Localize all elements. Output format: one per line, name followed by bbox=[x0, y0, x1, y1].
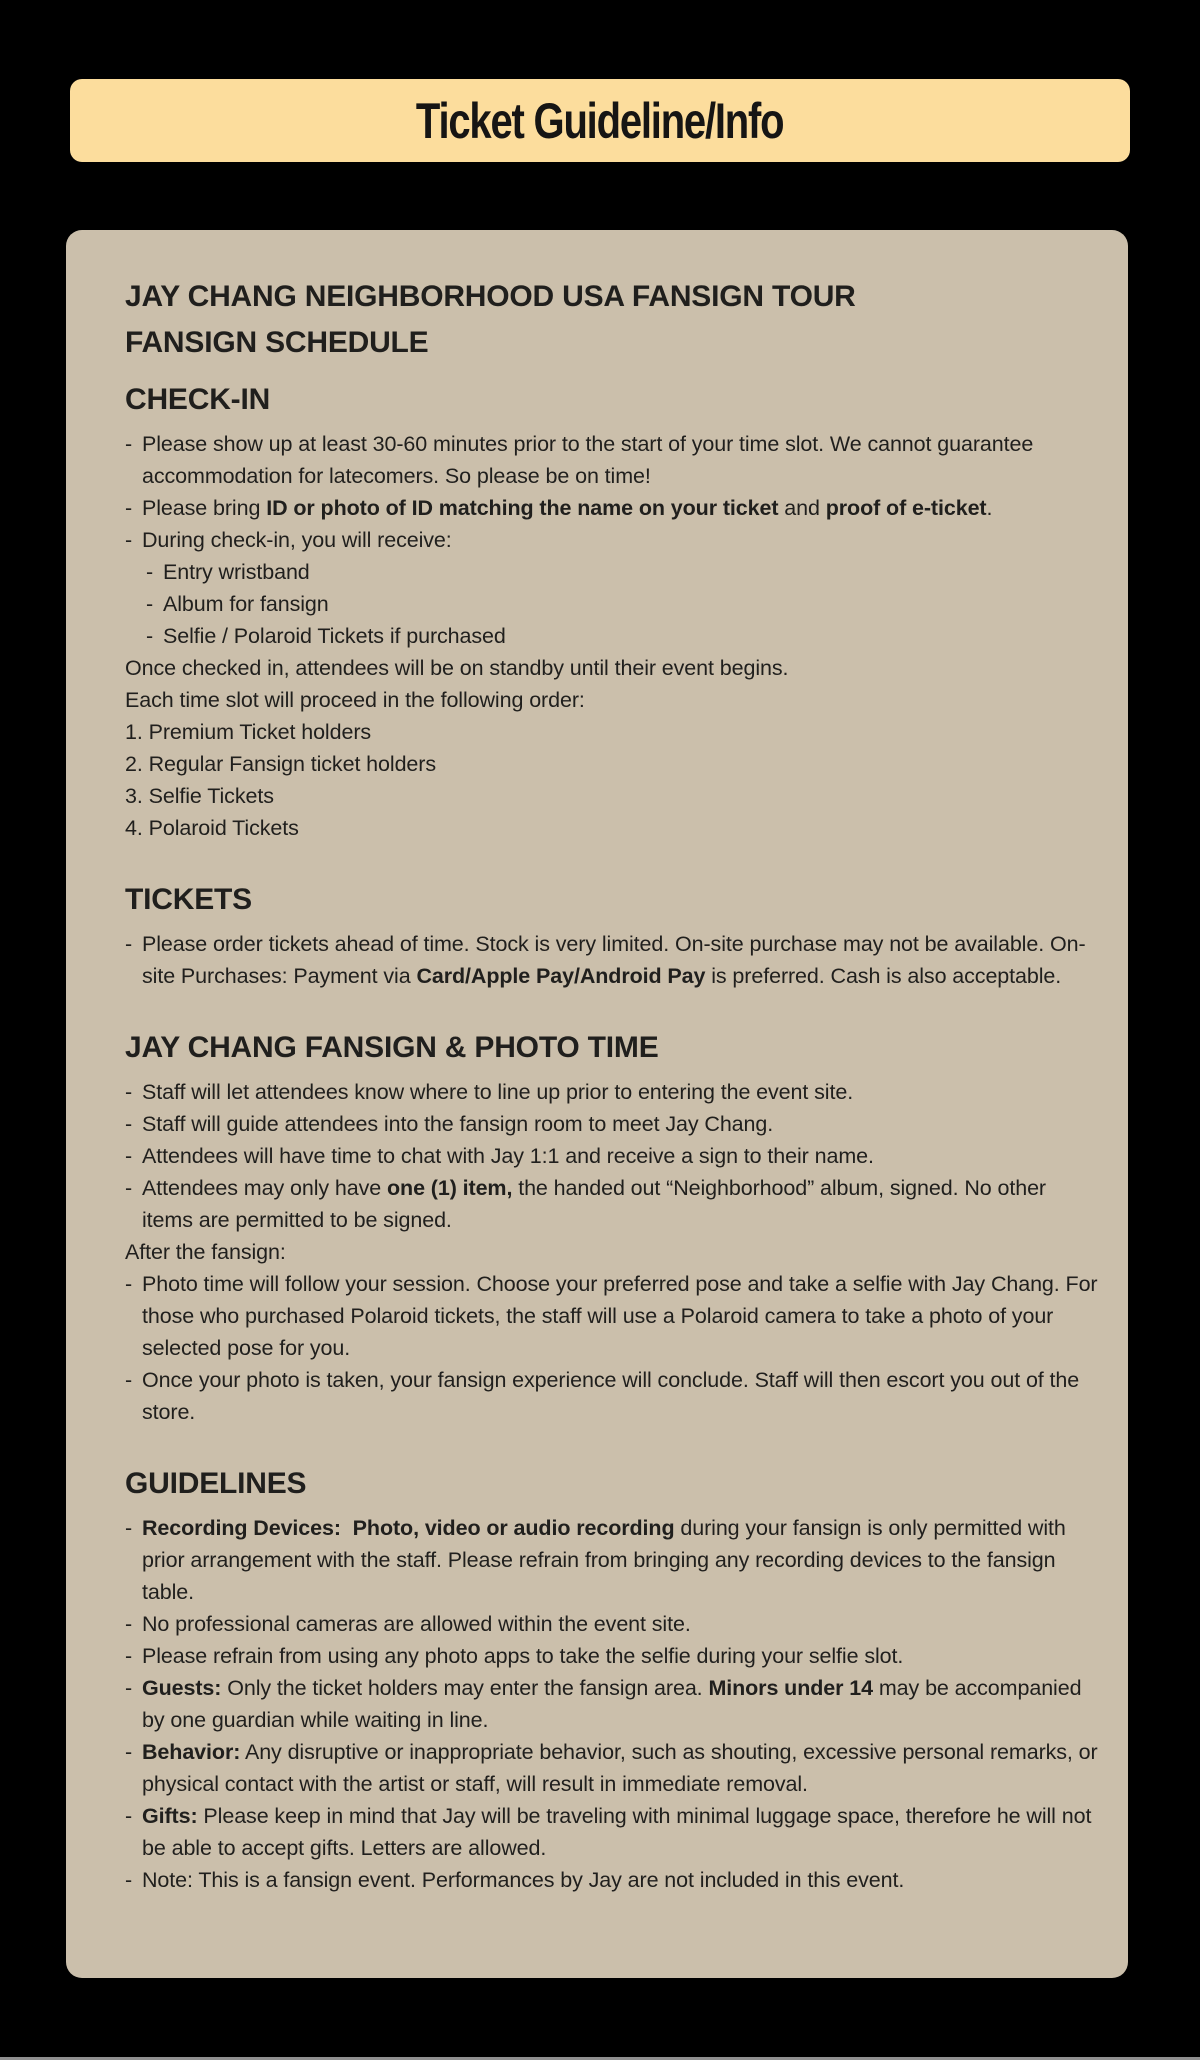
section-heading: GUIDELINES bbox=[125, 1467, 307, 1500]
item-text: Staff will let attendees know where to line up prior to entering the event site. bbox=[142, 1080, 854, 1104]
bullet-item bbox=[125, 1864, 1102, 1896]
card-title-line: FANSIGN SCHEDULE bbox=[125, 326, 429, 359]
bullet-dash: - bbox=[125, 1644, 133, 1668]
title-banner bbox=[70, 79, 1130, 162]
bullet-dash: - bbox=[125, 1516, 133, 1540]
bullet-dash: - bbox=[125, 1080, 133, 1104]
item-text: Attendees will have time to chat with Jay 1:1 and receive a sign to their name. bbox=[142, 1144, 874, 1168]
item-text: Please order tickets ahead of time. Stock is very limited. On-site purchase may not be available. On-site Purchases: Payment via Card/Apple Pay/Android Pay is preferred. Cash is also acceptable. bbox=[142, 932, 1086, 988]
card-title-line: JAY CHANG NEIGHBORHOOD USA FANSIGN TOUR bbox=[125, 280, 856, 313]
item-text: Photo time will follow your session. Choose your preferred pose and take a selfie with Jay Chang. For those who purchased Polaroid tickets, the staff will use a Polaroid camera to take a photo of your selected pose for you. bbox=[142, 1272, 1104, 1360]
plain-item bbox=[125, 684, 1102, 716]
bullet-item bbox=[125, 1108, 1102, 1140]
section-heading: CHECK-IN bbox=[125, 383, 271, 416]
item-text: Please bring ID or photo of ID matching the name on your ticket and proof of e-ticket. bbox=[142, 496, 993, 520]
item-text: Selfie / Polaroid Tickets if purchased bbox=[163, 624, 506, 648]
item-text: Each time slot will proceed in the following order: bbox=[125, 688, 585, 712]
subbullet-item bbox=[146, 620, 1102, 652]
bullet-dash: - bbox=[125, 1868, 133, 1892]
item-text: No professional cameras are allowed within the event site. bbox=[142, 1612, 691, 1636]
bullet-item bbox=[125, 524, 1102, 556]
bullet-item bbox=[125, 1640, 1102, 1672]
section-heading: TICKETS bbox=[125, 883, 252, 916]
item-text: Staff will guide attendees into the fansign room to meet Jay Chang. bbox=[142, 1112, 774, 1136]
section-jay-chang-fansign-photo-time bbox=[125, 1030, 1102, 1428]
item-text: Recording Devices: Photo, video or audio recording during your fansign is only permitted with prior arrangement with the staff. Please refrain from bringing any recording devices to the fansign table. bbox=[142, 1516, 1072, 1604]
bullet-item bbox=[125, 1512, 1102, 1608]
item-text: After the fansign: bbox=[125, 1240, 286, 1264]
item-text: Guests: Only the ticket holders may enter the fansign area. Minors under 14 may be accompanied by one guardian while waiting in line. bbox=[142, 1676, 1088, 1732]
bullet-item bbox=[125, 1608, 1102, 1640]
bullet-dash: - bbox=[146, 624, 154, 648]
page-title: Ticket Guideline/Info bbox=[416, 92, 784, 149]
bullet-dash: - bbox=[125, 932, 133, 956]
item-text: During check-in, you will receive: bbox=[142, 528, 452, 552]
bullet-item bbox=[125, 1736, 1102, 1800]
item-text: Once checked in, attendees will be on standby until their event begins. bbox=[125, 656, 789, 680]
bullet-item bbox=[125, 928, 1102, 992]
item-text: Gifts: Please keep in mind that Jay will be traveling with minimal luggage space, therefore he will not be able to accept gifts. Letters are allowed. bbox=[142, 1804, 1098, 1860]
bullet-item bbox=[125, 1800, 1102, 1864]
bullet-item bbox=[125, 1076, 1102, 1108]
bullet-dash: - bbox=[125, 1804, 133, 1828]
plain-item bbox=[125, 652, 1102, 684]
item-text: 1. Premium Ticket holders bbox=[125, 720, 372, 744]
bullet-dash: - bbox=[125, 528, 133, 552]
plain-item bbox=[125, 1236, 1102, 1268]
subbullet-item bbox=[146, 556, 1102, 588]
bullet-item bbox=[125, 428, 1102, 492]
subbullet-item bbox=[146, 588, 1102, 620]
sections bbox=[125, 382, 1102, 1896]
bullet-dash: - bbox=[125, 1740, 133, 1764]
item-text: Attendees may only have one (1) item, the handed out “Neighborhood” album, signed. No other items are permitted to be signed. bbox=[142, 1176, 1052, 1232]
section-guidelines bbox=[125, 1466, 1102, 1896]
section-heading: JAY CHANG FANSIGN & PHOTO TIME bbox=[125, 1031, 659, 1064]
bullet-dash: - bbox=[125, 1112, 133, 1136]
section-check-in bbox=[125, 382, 1102, 844]
item-text: Once your photo is taken, your fansign experience will conclude. Staff will then escort you out of the store. bbox=[142, 1368, 1086, 1424]
card-title bbox=[125, 274, 1102, 366]
bullet-item bbox=[125, 1268, 1102, 1364]
item-text: Behavior: Any disruptive or inappropriate behavior, such as shouting, excessive personal remarks, or physical contact with the artist or staff, will result in immediate removal. bbox=[142, 1740, 1104, 1796]
item-text: 2. Regular Fansign ticket holders bbox=[125, 752, 437, 776]
bullet-dash: - bbox=[146, 560, 154, 584]
bullet-dash: - bbox=[146, 592, 154, 616]
bullet-item bbox=[125, 1672, 1102, 1736]
item-text: 3. Selfie Tickets bbox=[125, 784, 274, 808]
info-card bbox=[66, 230, 1128, 1978]
plain-item bbox=[125, 748, 1102, 780]
bullet-dash: - bbox=[125, 1368, 133, 1392]
item-text: Entry wristband bbox=[163, 560, 310, 584]
bullet-item bbox=[125, 1364, 1102, 1428]
item-text: Album for fansign bbox=[163, 592, 329, 616]
item-text: 4. Polaroid Tickets bbox=[125, 816, 299, 840]
bullet-item bbox=[125, 492, 1102, 524]
bullet-dash: - bbox=[125, 1144, 133, 1168]
bullet-dash: - bbox=[125, 1176, 133, 1200]
section-tickets bbox=[125, 882, 1102, 992]
item-text: Please show up at least 30-60 minutes prior to the start of your time slot. We cannot guarantee accommodation for latecomers. So please be on time! bbox=[142, 432, 1040, 488]
bullet-item bbox=[125, 1172, 1102, 1236]
bullet-dash: - bbox=[125, 496, 133, 520]
plain-item bbox=[125, 716, 1102, 748]
bullet-dash: - bbox=[125, 432, 133, 456]
bullet-dash: - bbox=[125, 1612, 133, 1636]
item-text: Note: This is a fansign event. Performances by Jay are not included in this event. bbox=[142, 1868, 905, 1892]
bullet-dash: - bbox=[125, 1676, 133, 1700]
plain-item bbox=[125, 780, 1102, 812]
bullet-dash: - bbox=[125, 1272, 133, 1296]
plain-item bbox=[125, 812, 1102, 844]
bullet-item bbox=[125, 1140, 1102, 1172]
item-text: Please refrain from using any photo apps to take the selfie during your selfie slot. bbox=[142, 1644, 904, 1668]
